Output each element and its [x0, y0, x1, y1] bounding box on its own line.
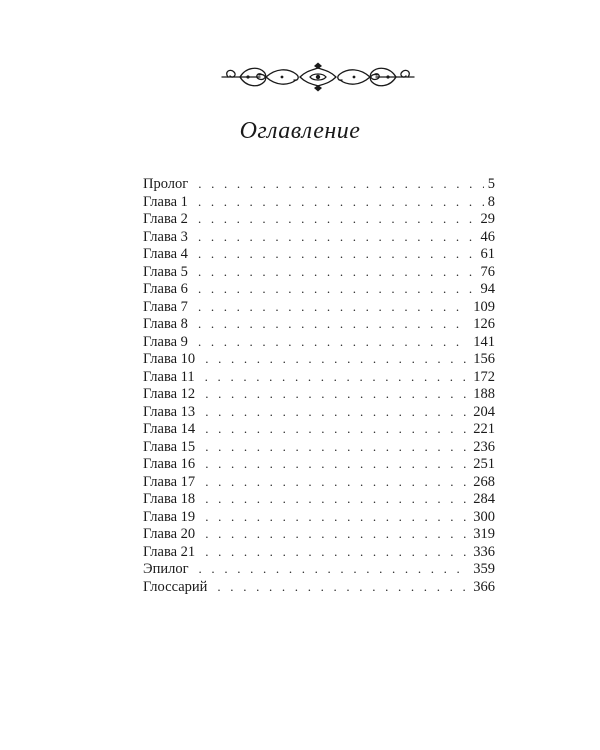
dot-leader — [205, 490, 469, 508]
dot-leader — [205, 525, 469, 543]
toc-entry-page-number: 251 — [473, 456, 495, 472]
dot-leader — [198, 193, 484, 211]
dot-leader — [198, 245, 477, 263]
toc-entry-page-number: 76 — [480, 263, 495, 280]
dot-leader — [198, 280, 477, 298]
floral-flourish-icon — [218, 62, 418, 92]
toc-entry-title: Глава 20 — [143, 526, 196, 542]
toc-entry[interactable] — [143, 543, 495, 561]
toc-entry-title: Глава 4 — [143, 246, 188, 262]
toc-entry-title: Глава 6 — [143, 281, 188, 297]
toc-entry-title: Глава 11 — [143, 368, 195, 385]
toc-entry-page-number: 61 — [480, 246, 495, 262]
toc-entry-page-number: 172 — [473, 368, 495, 385]
dot-leader — [198, 228, 477, 246]
toc-entry[interactable] — [143, 333, 495, 351]
toc-entry-page-number: 366 — [473, 578, 495, 595]
page-title: Оглавление — [239, 118, 361, 144]
toc-entry-page-number: 5 — [487, 176, 495, 192]
toc-entry[interactable] — [143, 263, 495, 281]
dot-leader — [205, 473, 469, 491]
toc-entry-title: Глава 17 — [143, 473, 196, 490]
dot-leader — [198, 333, 469, 351]
toc-entry-page-number: 300 — [473, 508, 495, 525]
toc-entry-title: Глава 9 — [143, 333, 188, 350]
dot-leader — [205, 438, 469, 456]
toc-entry[interactable] — [143, 403, 495, 421]
toc-entry-page-number: 204 — [473, 403, 495, 420]
toc-entry-page-number: 188 — [473, 386, 495, 402]
toc-entry-title: Глава 12 — [143, 386, 196, 402]
toc-entry-page-number: 359 — [473, 561, 495, 577]
dot-leader — [198, 315, 469, 333]
toc-entry-title: Глава 2 — [143, 211, 188, 227]
dot-leader — [198, 298, 469, 316]
dot-leader — [205, 455, 469, 473]
toc-entry-title: Глава 5 — [143, 263, 188, 280]
toc-entry-page-number: 8 — [487, 193, 495, 210]
toc-entry-page-number: 141 — [473, 333, 495, 350]
toc-entry-title: Глава 19 — [143, 508, 196, 525]
toc-entry-page-number: 46 — [480, 228, 495, 245]
dot-leader — [217, 578, 469, 596]
toc-entry[interactable] — [143, 368, 495, 386]
toc-entry[interactable] — [143, 193, 495, 211]
toc-entry-page-number: 126 — [473, 316, 495, 332]
toc-entry[interactable] — [143, 175, 495, 193]
toc-entry[interactable] — [143, 298, 495, 316]
dot-leader — [198, 210, 477, 228]
toc-entry[interactable] — [143, 525, 495, 543]
toc-entry[interactable] — [143, 420, 495, 438]
toc-entry-page-number: 284 — [473, 491, 495, 507]
toc-entry[interactable] — [143, 508, 495, 526]
toc-entry-page-number: 236 — [473, 438, 495, 455]
toc-entry-title: Глава 7 — [143, 298, 188, 315]
toc-entry-title: Глава 15 — [143, 438, 196, 455]
toc-entry-page-number: 109 — [473, 298, 495, 315]
toc-entry-title: Глава 10 — [143, 351, 196, 367]
toc-entry-page-number: 221 — [473, 421, 495, 437]
table-of-contents — [143, 175, 495, 595]
toc-entry-title: Пролог — [143, 176, 189, 192]
toc-entry[interactable] — [143, 473, 495, 491]
toc-entry[interactable] — [143, 280, 495, 298]
dot-leader — [205, 543, 469, 561]
toc-entry-title: Глава 8 — [143, 316, 188, 332]
dot-leader — [205, 385, 469, 403]
toc-entry[interactable] — [143, 578, 495, 596]
dot-leader — [205, 403, 469, 421]
dot-leader — [205, 420, 469, 438]
toc-entry-title: Эпилог — [143, 561, 189, 577]
toc-entry-title: Глава 21 — [143, 543, 196, 560]
toc-entry[interactable] — [143, 315, 495, 333]
toc-entry-title: Глава 16 — [143, 456, 196, 472]
toc-entry-title: Глава 13 — [143, 403, 196, 420]
dot-leader — [198, 175, 484, 193]
toc-entry[interactable] — [143, 560, 495, 578]
dot-leader — [199, 560, 470, 578]
toc-entry-page-number: 336 — [473, 543, 495, 560]
toc-entry-page-number: 156 — [473, 351, 495, 367]
toc-entry[interactable] — [143, 210, 495, 228]
toc-entry-title: Глава 3 — [143, 228, 188, 245]
toc-entry-title: Глава 18 — [143, 491, 196, 507]
toc-entry[interactable] — [143, 350, 495, 368]
toc-entry-title: Глава 14 — [143, 421, 196, 437]
toc-entry-page-number: 29 — [480, 211, 495, 227]
dot-leader — [198, 263, 477, 281]
toc-entry[interactable] — [143, 245, 495, 263]
dot-leader — [205, 508, 469, 526]
toc-entry[interactable] — [143, 438, 495, 456]
toc-entry-page-number: 94 — [480, 281, 495, 297]
toc-entry[interactable] — [143, 455, 495, 473]
toc-entry[interactable] — [143, 490, 495, 508]
toc-entry-page-number: 319 — [473, 526, 495, 542]
toc-entry-title: Глоссарий — [143, 578, 208, 595]
toc-entry[interactable] — [143, 385, 495, 403]
dot-leader — [205, 368, 470, 386]
toc-entry-title: Глава 1 — [143, 193, 188, 210]
dot-leader — [205, 350, 469, 368]
toc-entry-page-number: 268 — [473, 473, 495, 490]
toc-entry[interactable] — [143, 228, 495, 246]
